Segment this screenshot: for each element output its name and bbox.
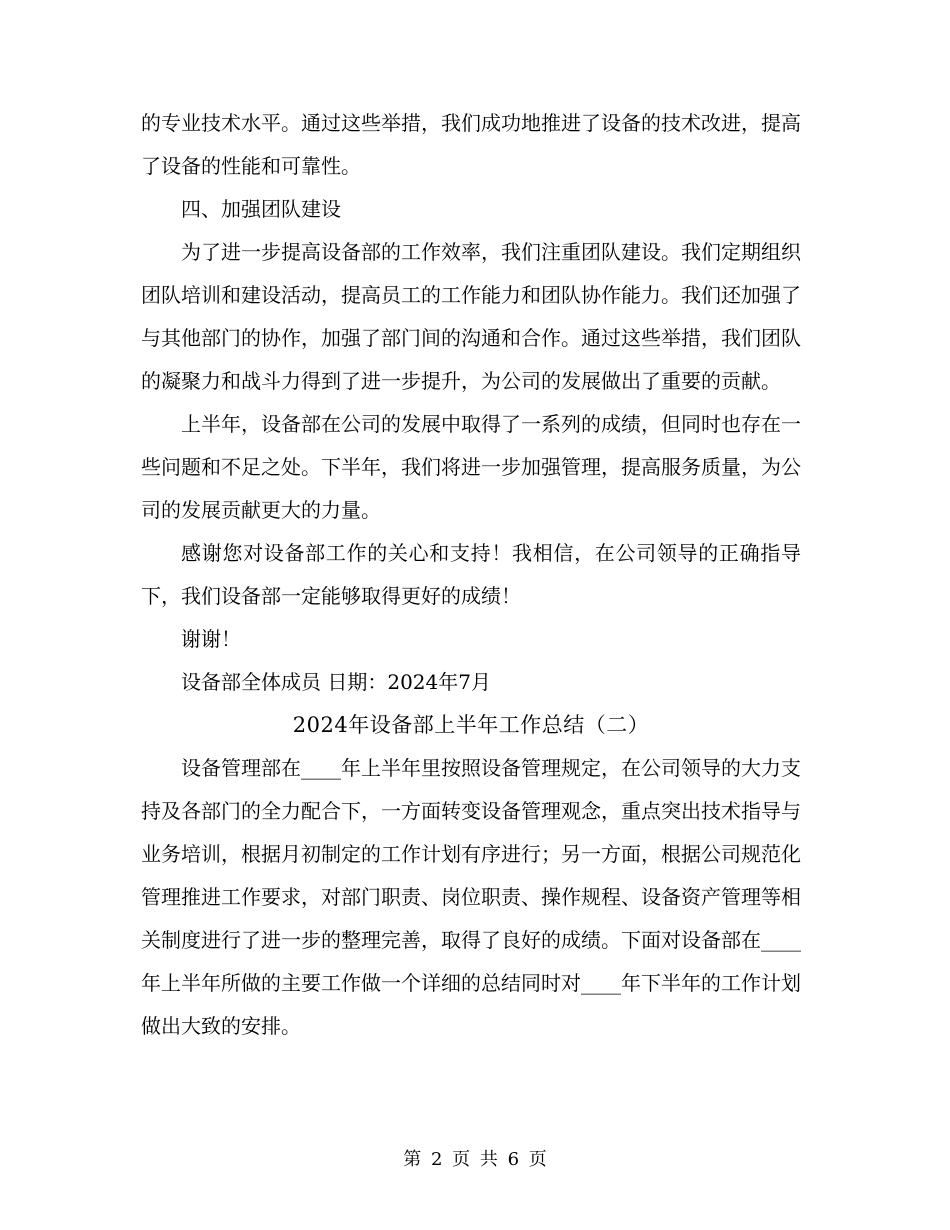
heading-team-building: 四、加强团队建设 <box>181 197 341 221</box>
paragraph-tech-improvement-end: 的专业技术水平。通过这些举措，我们成功地推进了设备的技术改进，提高了设备的性能和可靠性。 <box>141 111 801 178</box>
paragraph-first-half-summary: 上半年，设备部在公司的发展中取得了一系列的成绩，但同时也存在一些问题和不足之处。下半年，我们将进一步加强管理，提高服务质量，为公司的发展贡献更大的力量。 <box>141 412 801 522</box>
section-title: 2024年设备部上半年工作总结（二） <box>292 713 650 737</box>
document-body <box>141 102 801 1048</box>
paragraph-team-building: 为了进一步提高设备部的工作效率，我们注重团队建设。我们定期组织团队培训和建设活动，提高员工的工作能力和团队协作能力。我们还加强了与其他部门的协作，加强了部门间的沟通和合作。通过这些举措，我们团队的凝聚力和战斗力得到了进一步提升，为公司的发展做出了重要的贡献。 <box>141 240 801 393</box>
paragraph-thanks-support: 感谢您对设备部工作的关心和支持！我相信，在公司领导的正确指导下，我们设备部一定能够取得更好的成绩！ <box>141 541 801 608</box>
paragraph-section-two-intro: 设备管理部在____年上半年里按照设备管理规定，在公司领导的大力支持及各部门的全力配合下，一方面转变设备管理观念，重点突出技术指导与业务培训，根据月初制定的工作计划有序进行；另一方面，根据公司规范化管理推进工作要求，对部门职责、岗位职责、操作规程、设备资产管理等相关制度进行了进一步的整理完善，取得了良好的成绩。下面对设备部在____年上半年所做的主要工作做一个详细的总结同时对____年下半年的工作计划做出大致的安排。 <box>141 756 801 1038</box>
signature-line: 设备部全体成员 日期：2024年7月 <box>181 670 491 694</box>
page-number-footer: 第 2 页 共 6 页 <box>403 1149 547 1170</box>
paragraph-thank-you: 谢谢！ <box>181 627 241 651</box>
